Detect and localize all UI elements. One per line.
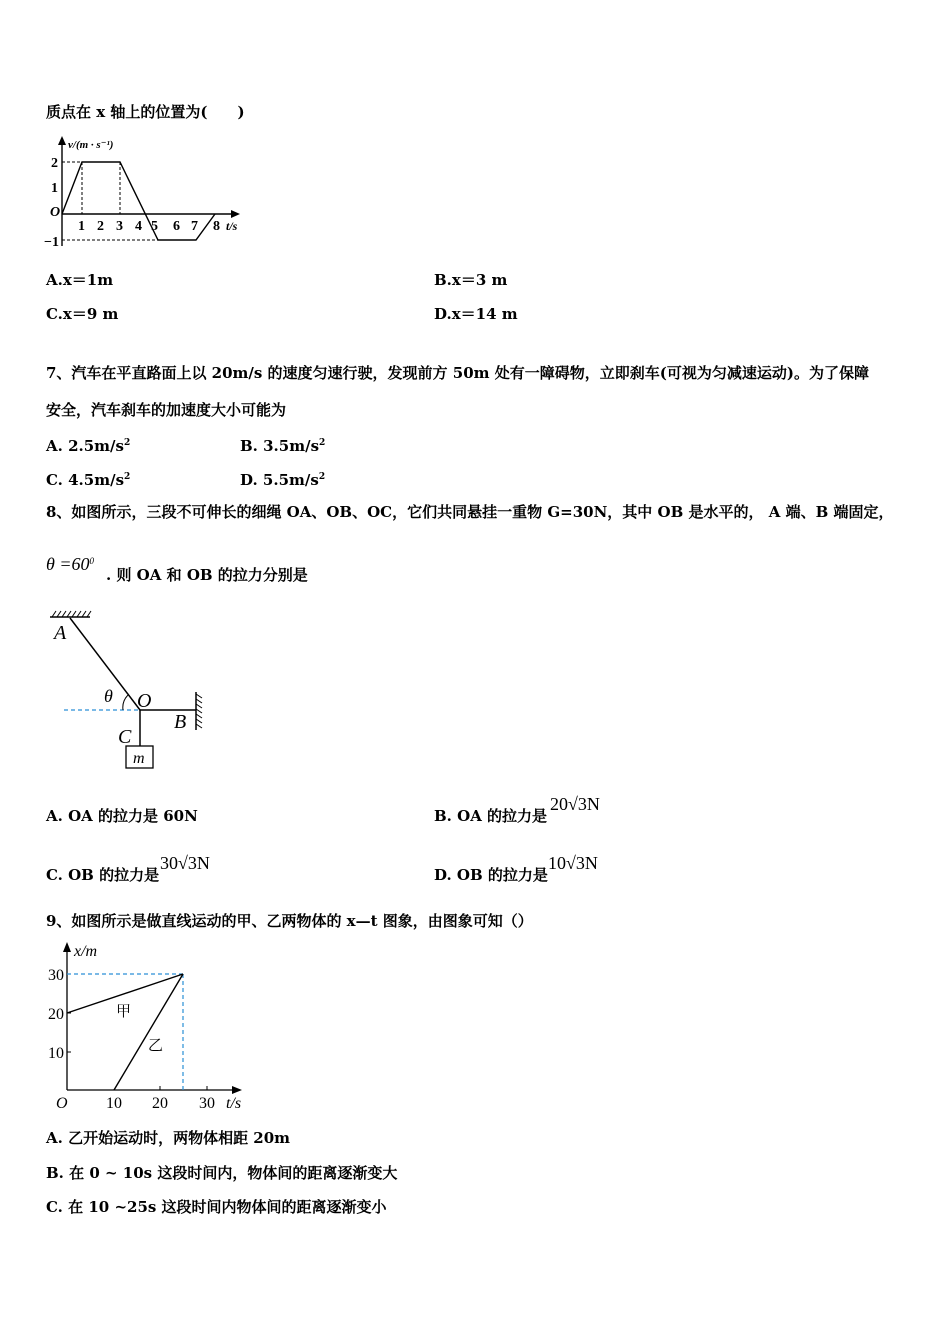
q9-ytick-10: 10 — [48, 1045, 64, 1062]
q9-xtick-30: 30 — [199, 1095, 215, 1112]
q8-label-theta: θ — [104, 686, 113, 706]
q6-option-d: D.x＝14 m — [434, 305, 518, 323]
q6-origin: O — [50, 205, 61, 220]
q6-stem: 质点在 x 轴上的位置为( ) — [46, 103, 245, 121]
q6-xtick-1: 1 — [78, 219, 85, 234]
q9-series-yi-label: 乙 — [148, 1038, 164, 1054]
q6-velocity-graph — [40, 136, 240, 250]
q8-option-c-text: C. OB 的拉力是 — [46, 866, 160, 884]
q7-option-b: B. $3.5m/s^2$ — [240, 437, 326, 455]
q7-option-d: D. $5.5m/s^2$ — [240, 471, 326, 489]
q7-stem-line1: 7、汽车在平直路面上以 20m/s 的速度匀速行驶，发现前方 50m 处有一障碍物，立即刹车(可视为匀减速运动)。为了保障 — [46, 364, 869, 382]
q9-ytick-20: 20 — [48, 1006, 64, 1023]
q8-stem-line2: . 则 OA 和 OB 的拉力分别是 — [106, 566, 308, 584]
q9-option-b: B. 在 0 ~ 10s 这段时间内，物体间的距离逐渐变大 — [46, 1164, 398, 1182]
q9-graph-xlabel: t/s — [226, 1095, 242, 1112]
q9-xtick-20: 20 — [152, 1095, 168, 1112]
q8-label-c: C — [118, 726, 132, 748]
q6-option-b: B.x＝3 m — [434, 271, 508, 289]
q7-option-a: A. $2.5m/s^2$ — [46, 437, 131, 455]
q6-ytick-1: 1 — [51, 181, 58, 196]
q9-series-jia-label: 甲 — [116, 1004, 132, 1020]
q7-stem-line2: 安全，汽车刹车的加速度大小可能为 — [46, 401, 287, 419]
q8-stem-line1: 8、如图所示，三段不可伸长的细绳 OA、OB、OC，它们共同悬挂一重物 G=30N，其中 OB 是水平的， A 端、B 端固定， — [46, 503, 894, 521]
q9-xtick-10: 10 — [106, 1095, 122, 1112]
q9-series-yi-line — [114, 974, 183, 1090]
q6-graph-xlabel: t/s — [226, 219, 238, 233]
q9-option-c: C. 在 10 ~25s 这段时间内物体间的距离逐渐变小 — [46, 1198, 387, 1216]
q9-origin: O — [56, 1095, 68, 1112]
q8-option-b-text: B. OA 的拉力是 — [434, 807, 548, 825]
q8-option-c-math: 30√3N — [160, 853, 210, 873]
q9-ytick-30: 30 — [48, 967, 64, 984]
q6-ytick-2: 2 — [51, 156, 58, 171]
q8-option-d-math: 10√3N — [548, 853, 598, 873]
q8-option-d-text: D. OB 的拉力是 — [434, 866, 548, 884]
q8-option-b-math: 20√3N — [550, 794, 600, 814]
q6-xtick-4: 4 — [135, 219, 142, 234]
q8-label-a: A — [54, 622, 67, 644]
q8-label-b: B — [174, 711, 187, 733]
q9-graph-ylabel: x/m — [74, 943, 98, 960]
q6-xtick-8: 8 — [213, 219, 220, 234]
q8-option-a: A. OA 的拉力是 60N — [46, 807, 198, 825]
q6-ytick-neg1: −1 — [44, 235, 59, 250]
q9-stem: 9、如图所示是做直线运动的甲、乙两物体的 x—t 图象，由图象可知（） — [46, 912, 533, 930]
q8-label-m: m — [133, 750, 145, 767]
q6-option-c: C.x＝9 m — [46, 305, 119, 323]
q6-option-a: A.x＝1m — [46, 271, 114, 289]
q6-xtick-5: 5 — [151, 219, 158, 234]
q7-option-c: C. $4.5m/s^2$ — [46, 471, 131, 489]
q6-xtick-7: 7 — [191, 219, 198, 234]
q8-rope-diagram — [46, 610, 216, 775]
q8-theta-value: $\theta =60^0$ — [46, 554, 94, 574]
q6-graph-ylabel: v/(m · s⁻¹) — [68, 139, 114, 151]
q6-xtick-3: 3 — [116, 219, 123, 234]
q8-label-o: O — [137, 690, 152, 712]
q9-option-a: A. 乙开始运动时，两物体相距 20m — [46, 1129, 291, 1147]
q6-xtick-6: 6 — [173, 219, 180, 234]
q6-xtick-2: 2 — [97, 219, 104, 234]
q9-xt-graph — [40, 940, 250, 1115]
